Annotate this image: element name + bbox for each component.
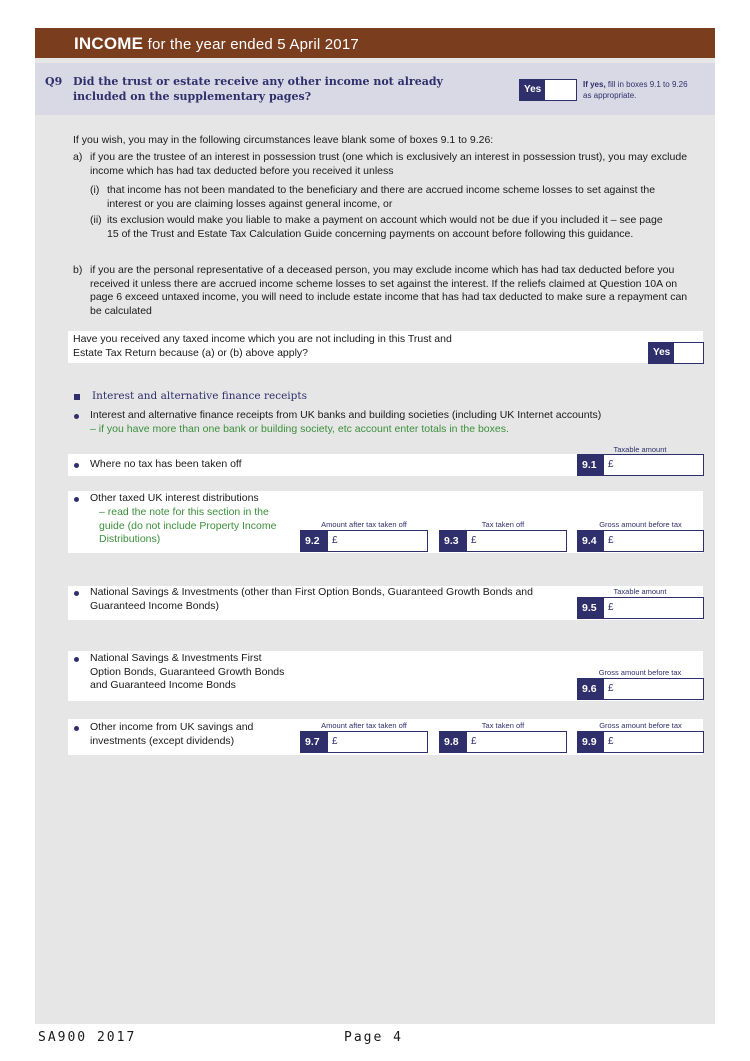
box-9-9-caption: Gross amount before tax <box>599 721 682 730</box>
row-9-1-label: Where no tax has been taken off <box>90 458 242 470</box>
guidance-b-label: b) <box>73 264 83 276</box>
guidance-i-label: (i) <box>90 184 100 196</box>
interest-bullet-text: Interest and alternative finance receipts from UK banks and building societies (including UK Internet accounts) <box>90 409 602 421</box>
q9-hint <box>583 79 693 101</box>
row-9-2-label: Other taxed UK interest distributions <box>90 492 259 504</box>
box-9-3-caption: Tax taken off <box>481 520 525 529</box>
box-9-5-number: 9.5 <box>577 597 603 619</box>
box-9-7-number: 9.7 <box>300 731 327 753</box>
box-9-3-field[interactable]: £ <box>466 530 567 552</box>
box-9-6-number: 9.6 <box>577 678 603 700</box>
section-square-icon <box>74 394 80 400</box>
box-9-5-caption: Taxable amount <box>613 587 667 596</box>
box-9-1-number: 9.1 <box>577 454 603 476</box>
guidance-a-label: a) <box>73 151 83 163</box>
box-9-6-field[interactable]: £ <box>603 678 704 700</box>
taxed-question-text: Have you received any taxed income which you are not including in this Trust and Estate Tax Return because (a) or (b) above apply? <box>73 333 452 359</box>
q9-number: Q9 <box>45 75 63 88</box>
footer-form-id: SA900 2017 <box>38 1030 137 1045</box>
bullet-icon <box>74 657 79 662</box>
guidance-b-text: if you are the personal representative of a deceased person, you may exclude income which has had tax deducted before you received it unless there are accrued income scheme losses to set against the interest. If the reliefs claimed at Question 10A on page 6 exceed untaxed income, you will need to include estate income that has had tax deducted to make sure a repayment can be calculated <box>90 264 688 317</box>
q9-hint-bold: If yes, <box>583 80 606 89</box>
row-9-7-label: Other income from UK savings and investments (except dividends) <box>90 721 254 747</box>
section-title <box>74 34 359 54</box>
guidance-ii-label: (ii) <box>90 214 102 226</box>
box-9-9-number: 9.9 <box>577 731 603 753</box>
row-9-5-label: National Savings & Investments (other than First Option Bonds, Guaranteed Growth Bonds and Guaranteed Income Bonds) <box>90 586 533 612</box>
section-header <box>35 28 715 58</box>
box-9-8-field[interactable]: £ <box>466 731 567 753</box>
box-9-1-field[interactable]: £ <box>603 454 704 476</box>
guidance-a-text: if you are the trustee of an interest in possession trust (one which is exclusively an interest in possession trust), you may exclude income which has had tax deducted before you received it unless <box>90 151 688 177</box>
title-bold: INCOME <box>74 34 144 53</box>
taxed-yes-checkbox[interactable] <box>648 342 704 364</box>
bullet-icon <box>74 591 79 596</box>
footer-page-number: Page 4 <box>344 1030 403 1045</box>
interest-bullet-note: – if you have more than one bank or building society, etc account enter totals in the boxes. <box>90 423 509 435</box>
title-rest: for the year ended 5 April 2017 <box>143 36 359 53</box>
q9-yes-label: Yes <box>520 80 545 100</box>
box-9-2-number: 9.2 <box>300 530 327 552</box>
box-9-4-number: 9.4 <box>577 530 603 552</box>
interest-heading: Interest and alternative finance receipts <box>92 390 307 402</box>
guidance-i-text: that income has not been mandated to the beneficiary and there are accrued income scheme losses to set against the interest or you are claiming losses against general income, or <box>107 184 656 210</box>
box-9-1-caption: Taxable amount <box>613 445 667 454</box>
box-9-6-caption: Gross amount before tax <box>598 668 682 677</box>
taxed-yes-label: Yes <box>649 343 674 363</box>
bullet-icon <box>74 497 79 502</box>
row-9-2-note: – read the note for this section in the guide (do not include Property Income Distributions) <box>99 506 277 545</box>
box-9-3-number: 9.3 <box>439 530 466 552</box>
guidance-intro: If you wish, you may in the following circumstances leave blank some of boxes 9.1 to 9.26: <box>73 134 494 146</box>
box-9-7-field[interactable]: £ <box>327 731 428 753</box>
guidance-ii-text: its exclusion would make you liable to make a payment on account which would not be due if you included it – see page 15 of the Trust and Estate Tax Calculation Guide concerning payments on account before following this guidance. <box>107 214 663 240</box>
bullet-icon <box>74 726 79 731</box>
row-9-6-label: National Savings & Investments First Option Bonds, Guaranteed Growth Bonds and Guaranteed Income Bonds <box>90 652 285 691</box>
box-9-2-caption: Amount after tax taken off <box>321 520 407 529</box>
box-9-8-number: 9.8 <box>439 731 466 753</box>
bullet-icon <box>74 414 79 419</box>
box-9-5-field[interactable]: £ <box>603 597 704 619</box>
q9-yes-checkbox[interactable] <box>519 79 577 101</box>
box-9-7-caption: Amount after tax taken off <box>321 721 407 730</box>
box-9-9-field[interactable]: £ <box>603 731 704 753</box>
box-9-4-field[interactable]: £ <box>603 530 704 552</box>
box-9-4-caption: Gross amount before tax <box>599 520 682 529</box>
box-9-8-caption: Tax taken off <box>481 721 525 730</box>
q9-question: Did the trust or estate receive any other income not already included on the supplementary pages? <box>73 75 443 103</box>
bullet-icon <box>74 463 79 468</box>
q9-hint-rest: fill in boxes 9.1 to 9.26 as appropriate. <box>583 80 688 100</box>
box-9-2-field[interactable]: £ <box>327 530 428 552</box>
